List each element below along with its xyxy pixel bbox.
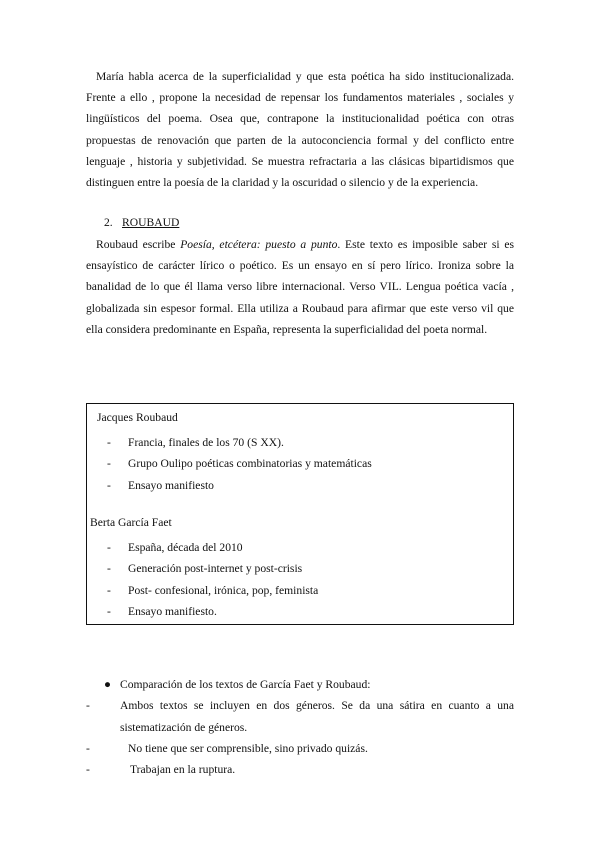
list-item bbox=[107, 558, 318, 579]
dash-marker: - bbox=[107, 562, 111, 576]
list-item bbox=[107, 580, 318, 601]
list-item bbox=[86, 695, 514, 738]
list-item bbox=[107, 432, 372, 453]
list-item-text: Ensayo manifiesto bbox=[128, 478, 214, 492]
dash-marker: - bbox=[86, 763, 90, 777]
section-heading bbox=[104, 216, 179, 229]
dash-marker: - bbox=[107, 457, 111, 471]
list-item-text: Generación post-internet y post-crisis bbox=[128, 562, 303, 576]
section-title: ROUBAUD bbox=[122, 216, 180, 229]
author2-list bbox=[107, 537, 318, 622]
dash-marker: - bbox=[107, 436, 111, 449]
dash-marker: - bbox=[107, 583, 111, 597]
intro-paragraph: María habla acerca de la superficialidad y que esta poética ha sido institucionalizada. Frente a ello , propone la necesidad de repensar los fundamentos materiales , sociales y lingüísticos del poema. Osea que, contrapone la institucionalidad poética con otras propuestas de renovación que parten de la autoconciencia formal y del conflicto entre lenguaje , historia y subjetividad. Se muestra refractaria a las clásicas bipartidismos que distinguen entre la poesía de la claridad y la oscuridad o silencio y de la experiencia. bbox=[86, 70, 514, 190]
list-item bbox=[86, 759, 514, 780]
bullet-marker: ● bbox=[104, 678, 112, 691]
list-item bbox=[107, 475, 372, 496]
list-item bbox=[107, 537, 318, 558]
dash-marker: - bbox=[107, 604, 111, 618]
comparison-heading-item bbox=[86, 674, 514, 695]
dash-marker: - bbox=[107, 541, 111, 554]
list-item-text: Trabajan en la ruptura. bbox=[130, 763, 236, 777]
comparison-list bbox=[86, 674, 514, 780]
list-item-text: Ensayo manifiesto. bbox=[128, 604, 217, 618]
list-item-text: Post- confesional, irónica, pop, feminista bbox=[128, 583, 319, 597]
roubaud-paragraph-rest: . Este texto es imposible saber si es ensayístico de carácter lírico o poético. Es un ensayo en sí pero lírico. Ironiza sobre la banalidad de lo que él llama verso libre internacional. Verso VIL. Lengua poética vacía , globalizada sin espesor formal. Ella utiliza a Roubaud para afirmar que este verso vil que ella considera predominante en España, representa la superficialidad del poeta normal. bbox=[86, 238, 514, 336]
list-item-text: No tiene que ser comprensible, sino privado quizás. bbox=[128, 741, 368, 755]
comparison-box bbox=[86, 403, 514, 625]
author-berta-garcia-faet: Berta García Faet bbox=[90, 516, 172, 529]
comparison-heading: Comparación de los textos de García Faet y Roubaud: bbox=[120, 678, 371, 691]
roubaud-paragraph-start: Roubaud escribe bbox=[96, 238, 181, 251]
list-item-text: Grupo Oulipo poéticas combinatorias y matemáticas bbox=[128, 457, 372, 471]
list-item bbox=[107, 601, 318, 622]
list-item-text: Francia, finales de los 70 (S XX). bbox=[128, 436, 284, 449]
author-jacques-roubaud: Jacques Roubaud bbox=[97, 411, 178, 424]
list-item-text: España, década del 2010 bbox=[128, 541, 243, 554]
dash-marker: - bbox=[107, 478, 111, 492]
book-title: Poesía, etcétera: puesto a punto bbox=[180, 238, 338, 251]
dash-marker: - bbox=[86, 699, 90, 713]
section-number: 2. bbox=[104, 216, 113, 229]
roubaud-paragraph bbox=[86, 234, 514, 340]
list-item bbox=[86, 738, 514, 759]
list-item bbox=[107, 453, 372, 474]
list-item-text: Ambos textos se incluyen en dos géneros. Se da una sátira en cuanto a una sistematización de géneros. bbox=[120, 699, 514, 734]
author1-list bbox=[107, 432, 372, 496]
dash-marker: - bbox=[86, 741, 90, 755]
